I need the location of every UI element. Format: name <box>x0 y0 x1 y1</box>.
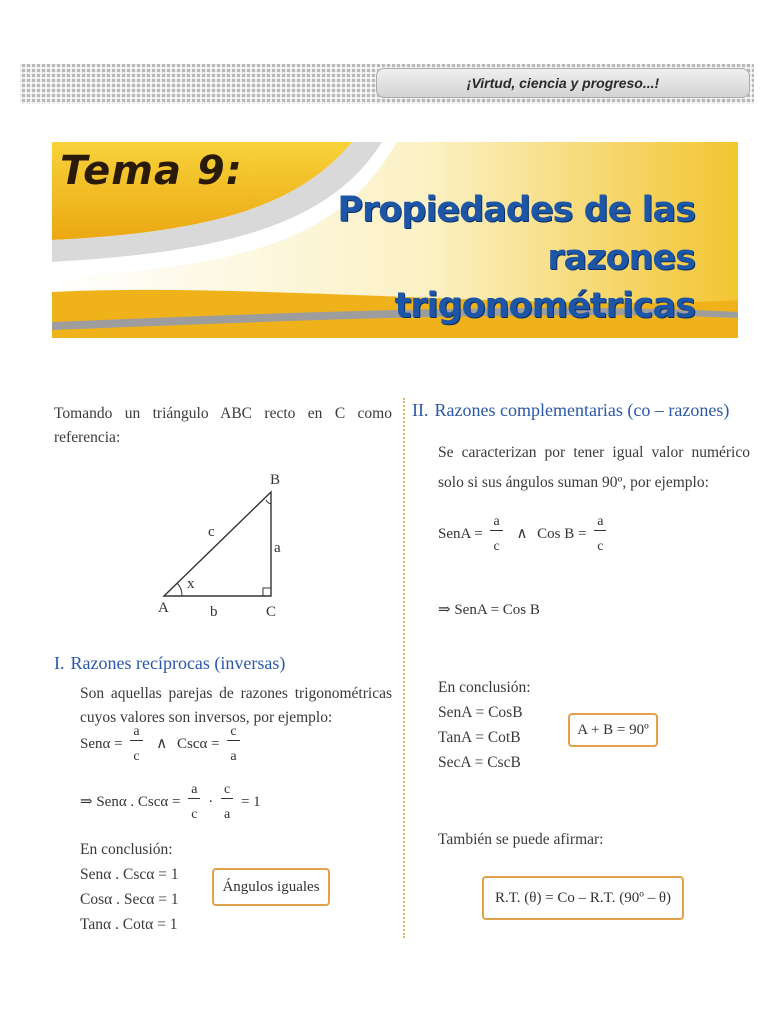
product-numerator-1: a <box>188 782 200 799</box>
sena-denominator: c <box>493 539 500 554</box>
reciprocal-product <box>80 782 261 823</box>
conclusion-cos-sec: Cosα . Secα = 1 <box>80 891 179 908</box>
product-denominator-1: c <box>191 807 198 822</box>
vertex-a: A <box>158 600 169 616</box>
side-a: a <box>274 540 281 556</box>
section2-heading <box>412 400 729 421</box>
sen-denominator: c <box>133 749 140 764</box>
sen-lhs: Senα = <box>80 735 123 752</box>
product-numerator-2: c <box>221 782 233 799</box>
section1-heading <box>54 653 285 674</box>
topic-label: Tema 9: <box>60 148 243 194</box>
product-fraction-1 <box>188 782 200 823</box>
section2-conclusions <box>438 700 523 775</box>
section1-conclusions <box>80 862 179 937</box>
sen-fraction <box>130 724 142 765</box>
cosb-lhs: Cos B = <box>537 525 587 542</box>
equal-angles-box: Ángulos iguales <box>212 868 330 906</box>
csc-numerator: c <box>227 724 239 741</box>
csc-lhs: Cscα = <box>177 735 220 752</box>
conclusion-tan-cot: Tanα . Cotα = 1 <box>80 916 178 933</box>
side-b: b <box>210 604 218 620</box>
sena-lhs: SenA = <box>438 525 483 542</box>
conclusion-tana-cotb: TanA = CotB <box>438 729 521 746</box>
side-c: c <box>208 524 215 540</box>
and-symbol-2: ∧ <box>516 525 528 542</box>
intro-text: Tomando un triángulo ABC recto en C como referencia: <box>54 405 392 446</box>
conclusion-sen-csc: Senα . Cscα = 1 <box>80 866 179 883</box>
product-rhs: = 1 <box>240 793 261 810</box>
vertex-c: C <box>266 604 277 620</box>
section2-conclusion-label: En conclusión: <box>438 679 531 696</box>
sen-numerator: a <box>130 724 142 741</box>
sena-numerator: a <box>490 514 502 531</box>
topic-title-line2: trigonométricas <box>394 286 695 326</box>
dot-symbol: · <box>208 793 214 810</box>
header-motto: ¡Virtud, ciencia y progreso...! <box>466 75 660 91</box>
topic-title-line1: Propiedades de las razones <box>337 190 695 278</box>
topic-title <box>280 186 695 330</box>
product-lhs: ⇒ Senα . Cscα = <box>80 793 181 810</box>
csc-fraction <box>227 724 239 765</box>
complementary-implication: ⇒ SenA = Cos B <box>438 602 540 618</box>
conclusion-seca-cscb: SecA = CscB <box>438 754 521 771</box>
section1-description: Son aquellas parejas de razones trigonométricas cuyos valores son inversos, por ejemplo: <box>80 685 392 726</box>
section2-title: Razones complementarias (co – razones) <box>434 400 730 420</box>
complementary-example <box>438 514 610 555</box>
cosb-numerator: a <box>594 514 606 531</box>
and-symbol: ∧ <box>156 735 168 752</box>
reciprocal-example <box>80 724 244 765</box>
cosb-denominator: c <box>597 539 604 554</box>
product-denominator-2: a <box>223 807 231 822</box>
conclusion-sena-cosb: SenA = CosB <box>438 704 523 721</box>
sena-fraction <box>490 514 502 555</box>
vertex-b: B <box>270 472 281 488</box>
angle-x: x <box>187 576 195 592</box>
section1-title: Razones recíprocas (inversas) <box>70 653 286 673</box>
section2-number: II. <box>412 400 429 420</box>
column-divider <box>403 398 405 938</box>
cosb-fraction <box>594 514 606 555</box>
csc-denominator: a <box>230 749 237 764</box>
also-statement: También se puede afirmar: <box>438 831 604 848</box>
product-fraction-2 <box>221 782 233 823</box>
section1-number: I. <box>54 653 65 673</box>
complementary-sum-box: A + B = 90º <box>568 713 658 747</box>
section2-description: Se caracterizan por tener igual valor numérico solo si sus ángulos suman 90º, por ejemplo: <box>438 444 750 491</box>
cofunction-formula-box: R.T. (θ) = Co – R.T. (90º – θ) <box>482 876 684 920</box>
section1-conclusion-label: En conclusión: <box>80 841 173 858</box>
